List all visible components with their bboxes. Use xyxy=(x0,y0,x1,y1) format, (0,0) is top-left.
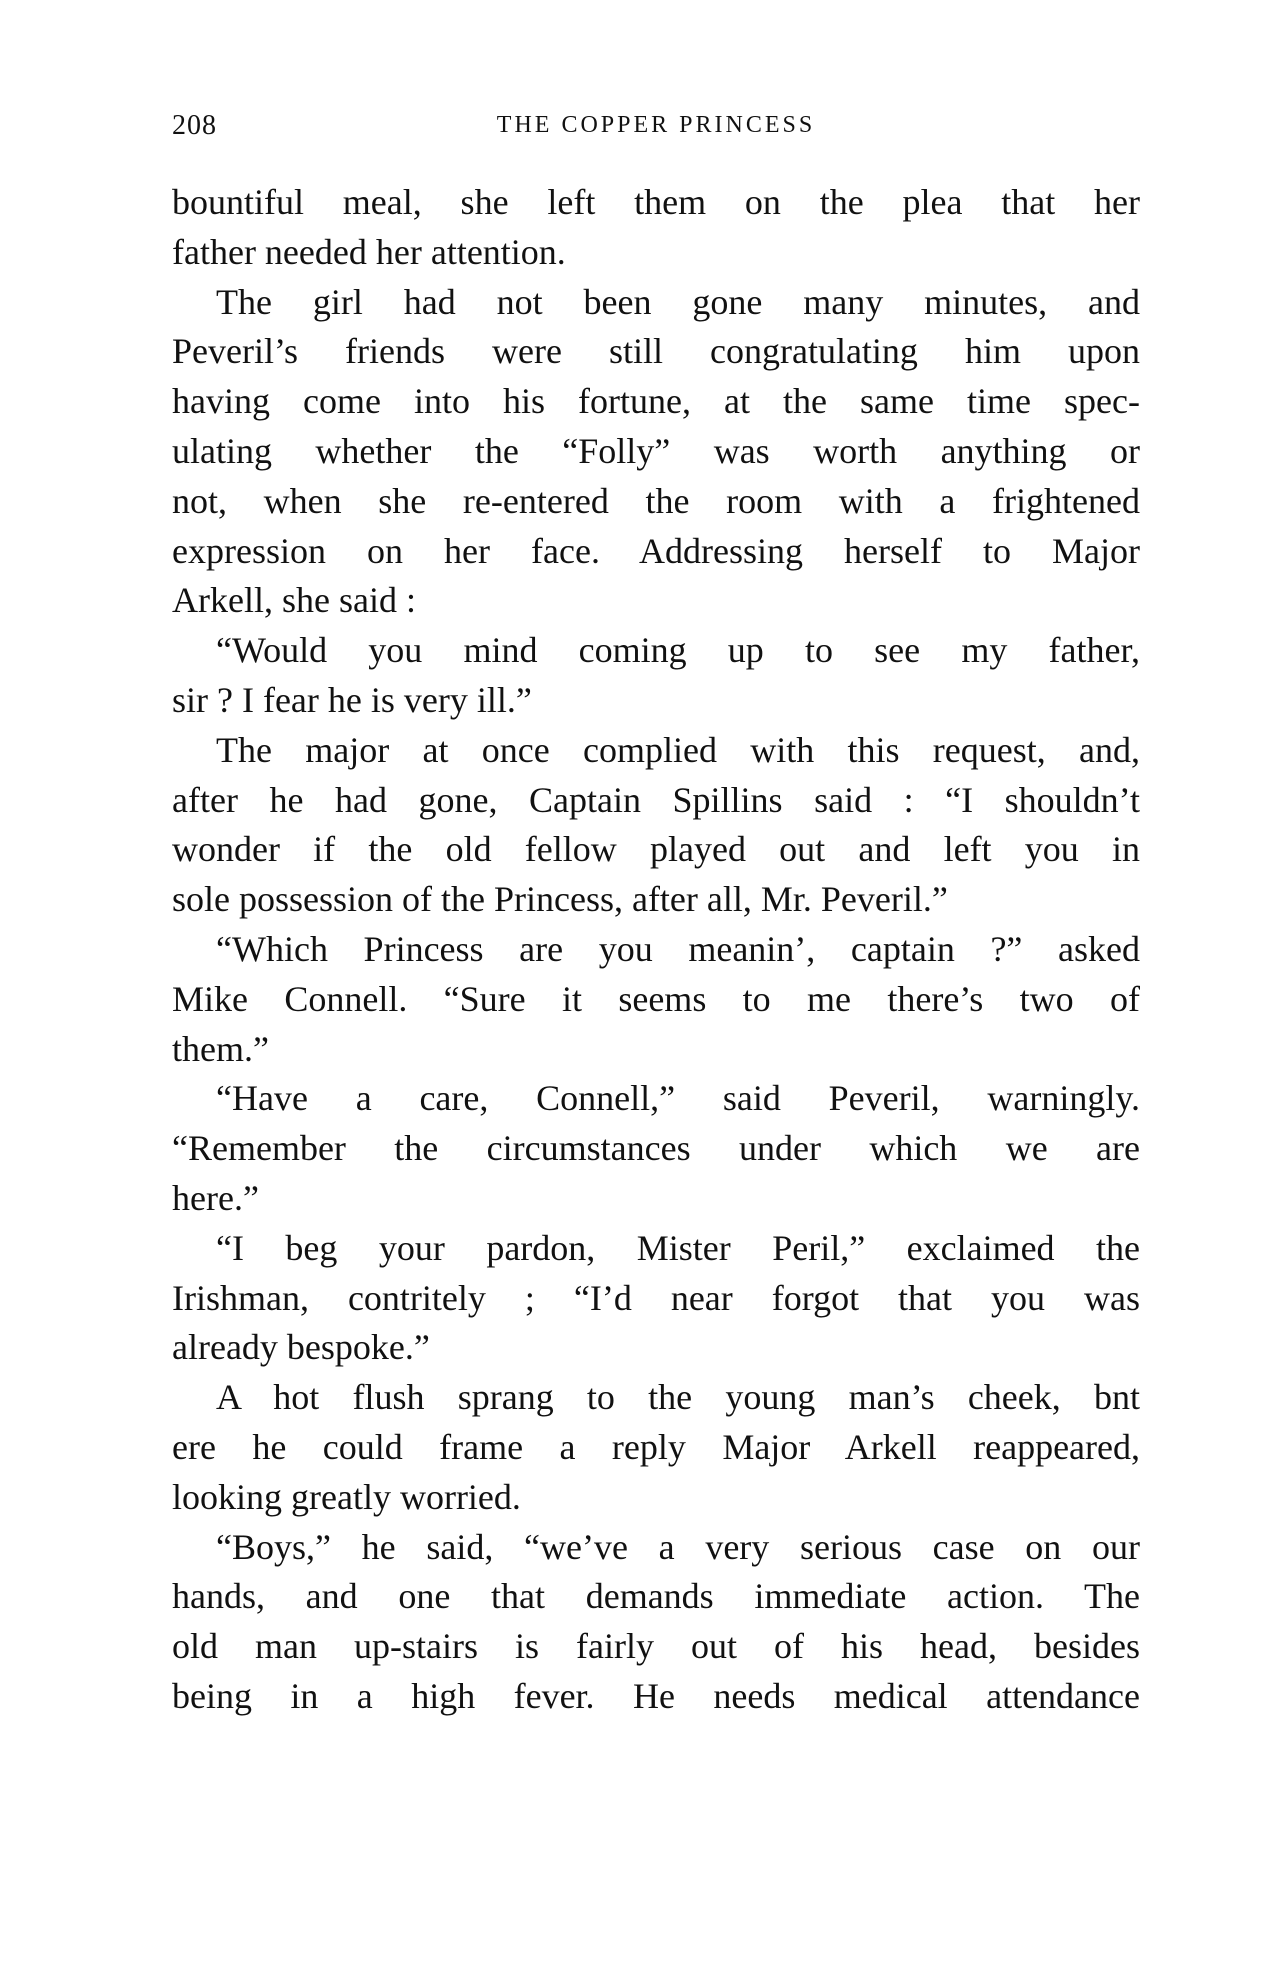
text-line: hands, and one that demands immediate action. The xyxy=(172,1576,1140,1617)
text-line: “I beg your pardon, Mister Peril,” exclaimed the xyxy=(216,1227,1140,1268)
text-line: sole possession of the Princess, after all, Mr. Peveril.” xyxy=(172,879,948,920)
text-line: ulating whether the “Folly” was worth anything or xyxy=(172,430,1140,471)
text-line: ere he could frame a reply Major Arkell reappeared, xyxy=(172,1426,1140,1467)
text-line: A hot flush sprang to the young man’s cheek, bnt xyxy=(216,1377,1140,1418)
text-line: them.” xyxy=(172,1028,269,1069)
text-line: The girl had not been gone many minutes, and xyxy=(216,281,1140,322)
text-line: “Have a care, Connell,” said Peveril, warningly. xyxy=(216,1078,1140,1119)
text-line: wonder if the old fellow played out and left you in xyxy=(172,829,1140,870)
body-text xyxy=(172,178,1140,1722)
text-line: after he had gone, Captain Spillins said : “I shouldn’t xyxy=(172,779,1140,820)
text-line: here.” xyxy=(172,1177,259,1218)
text-line: having come into his fortune, at the same time spec- xyxy=(172,381,1140,422)
text-line: not, when she re-entered the room with a frightened xyxy=(172,480,1140,521)
text-line: father needed her attention. xyxy=(172,231,566,272)
text-line: “Would you mind coming up to see my father, xyxy=(216,630,1140,671)
text-line: Arkell, she said : xyxy=(172,580,416,621)
text-line: “Which Princess are you meanin’, captain ?” asked xyxy=(216,928,1140,969)
text-line: Irishman, contritely ; “I’d near forgot that you was xyxy=(172,1277,1140,1318)
page-number: 208 xyxy=(172,110,217,141)
page-header xyxy=(172,110,1140,150)
text-line: The major at once complied with this request, and, xyxy=(216,729,1140,770)
text-line: “Boys,” he said, “we’ve a very serious case on our xyxy=(216,1526,1140,1567)
text-line: looking greatly worried. xyxy=(172,1476,521,1517)
text-line: being in a high fever. He needs medical attendance xyxy=(172,1675,1140,1716)
text-line: bountiful meal, she left them on the plea that her xyxy=(172,182,1140,222)
text-line: old man up-stairs is fairly out of his head, besides xyxy=(172,1626,1140,1667)
text-line: Mike Connell. “Sure it seems to me there’s two of xyxy=(172,978,1140,1019)
text-line: sir ? I fear he is very ill.” xyxy=(172,679,532,720)
text-line: expression on her face. Addressing herself to Major xyxy=(172,530,1140,571)
text-line: Peveril’s friends were still congratulating him upon xyxy=(172,331,1140,372)
running-title: THE COPPER PRINCESS xyxy=(496,112,816,138)
text-line: “Remember the circumstances under which we are xyxy=(172,1128,1140,1169)
text-line: already bespoke.” xyxy=(172,1327,430,1368)
